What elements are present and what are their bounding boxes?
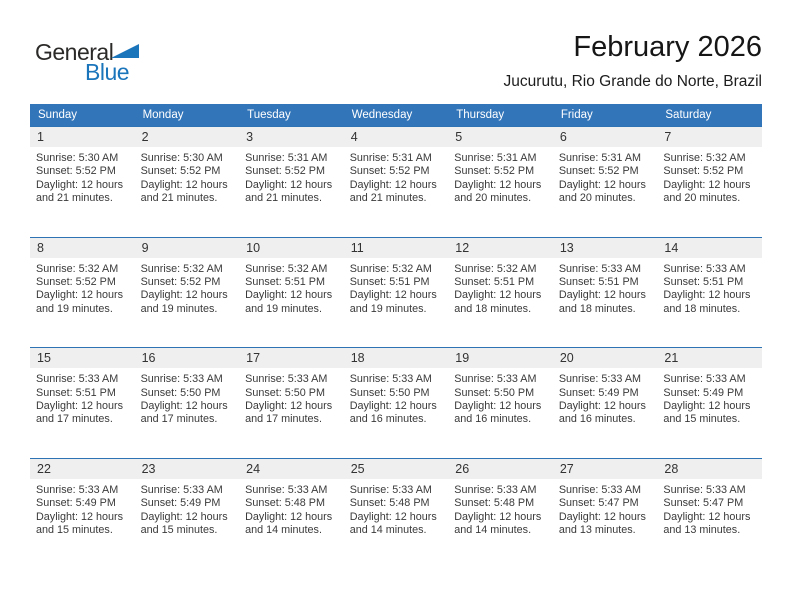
daylight-line-2: and 16 minutes. <box>349 413 427 426</box>
day-number: 28 <box>657 459 762 479</box>
daylight-line-2: and 20 minutes. <box>454 192 532 205</box>
day-detail <box>657 368 762 427</box>
daylight-line-2: and 17 minutes. <box>140 413 218 426</box>
sunset-line: Sunset: 5:52 PM <box>36 165 116 178</box>
calendar-day-cell <box>30 238 135 317</box>
sunrise-line: Sunrise: 5:31 AM <box>454 152 537 164</box>
day-number: 10 <box>239 238 344 258</box>
daylight-line-2: and 14 minutes. <box>245 524 322 537</box>
daylight-line-1: Daylight: 12 hours <box>36 510 124 523</box>
day-number: 22 <box>30 459 135 479</box>
day-number: 15 <box>30 348 135 368</box>
sunrise-line: Sunrise: 5:33 AM <box>454 483 537 496</box>
daylight-line-2: and 20 minutes. <box>663 192 741 205</box>
daylight-line-2: and 16 minutes. <box>454 413 532 426</box>
day-detail <box>448 258 553 317</box>
day-number: 12 <box>448 238 553 258</box>
daylight-line-1: Daylight: 12 hours <box>245 400 333 413</box>
daylight-line-1: Daylight: 12 hours <box>349 178 437 191</box>
daylight-line-2: and 19 minutes. <box>140 302 218 315</box>
calendar-weeks <box>30 126 762 538</box>
daylight-line-1: Daylight: 12 hours <box>454 178 542 191</box>
sunset-line: Sunset: 5:49 PM <box>663 386 744 399</box>
daylight-line-2: and 14 minutes. <box>454 524 532 537</box>
sunset-line: Sunset: 5:52 PM <box>454 165 535 178</box>
daylight-line-1: Daylight: 12 hours <box>454 510 542 523</box>
day-number: 6 <box>553 127 658 147</box>
sunrise-line: Sunrise: 5:32 AM <box>349 262 432 275</box>
calendar-day-cell <box>239 127 344 206</box>
daylight-line-1: Daylight: 12 hours <box>558 510 646 523</box>
day-detail <box>344 258 449 317</box>
calendar-week-row <box>30 126 762 206</box>
calendar-day-cell <box>239 238 344 317</box>
daylight-line-2: and 18 minutes. <box>454 302 532 315</box>
calendar-day-cell <box>135 459 240 538</box>
calendar-day-cell <box>657 348 762 427</box>
day-detail <box>30 258 135 317</box>
daylight-line-1: Daylight: 12 hours <box>663 178 751 191</box>
day-header-friday: Friday <box>560 109 593 121</box>
calendar-day-cell <box>344 238 449 317</box>
sunset-line: Sunset: 5:52 PM <box>558 165 639 178</box>
sunrise-line: Sunrise: 5:32 AM <box>454 262 537 275</box>
daylight-line-2: and 17 minutes. <box>36 413 113 426</box>
day-detail <box>553 368 658 427</box>
daylight-line-2: and 13 minutes. <box>663 524 741 537</box>
sunrise-line: Sunrise: 5:33 AM <box>454 373 537 386</box>
daylight-line-2: and 15 minutes. <box>36 524 113 537</box>
sunset-line: Sunset: 5:47 PM <box>663 497 744 510</box>
day-detail <box>553 479 658 538</box>
sunset-line: Sunset: 5:52 PM <box>245 165 325 178</box>
day-detail <box>135 368 240 427</box>
sunrise-line: Sunrise: 5:31 AM <box>558 152 642 164</box>
calendar-day-cell <box>135 348 240 427</box>
calendar-day-cell <box>657 238 762 317</box>
calendar-day-cell <box>553 238 658 317</box>
daylight-line-1: Daylight: 12 hours <box>663 510 751 523</box>
day-number: 17 <box>239 348 344 368</box>
day-number: 8 <box>30 238 135 258</box>
day-detail <box>553 258 658 317</box>
day-number: 2 <box>135 127 240 147</box>
daylight-line-2: and 21 minutes. <box>349 192 427 205</box>
sunset-line: Sunset: 5:52 PM <box>140 165 221 178</box>
sunrise-line: Sunrise: 5:33 AM <box>36 373 119 386</box>
daylight-line-1: Daylight: 12 hours <box>558 400 646 413</box>
page-title: February 2026 <box>573 31 762 63</box>
day-number: 7 <box>657 127 762 147</box>
day-header-tuesday: Tuesday <box>247 109 291 121</box>
sunrise-line: Sunrise: 5:30 AM <box>140 152 223 164</box>
sunset-line: Sunset: 5:51 PM <box>663 276 744 289</box>
calendar-day-cell <box>239 348 344 427</box>
weekday-header-row <box>30 104 762 126</box>
day-number: 19 <box>448 348 553 368</box>
day-detail <box>239 258 344 317</box>
calendar-day-cell <box>135 127 240 206</box>
sunrise-line: Sunrise: 5:33 AM <box>245 373 328 386</box>
daylight-line-2: and 19 minutes. <box>245 302 322 315</box>
sunrise-line: Sunrise: 5:33 AM <box>558 262 642 275</box>
day-detail <box>344 479 449 538</box>
location-subtitle: Jucurutu, Rio Grande do Norte, Brazil <box>503 73 762 90</box>
sunset-line: Sunset: 5:51 PM <box>454 276 535 289</box>
sunset-line: Sunset: 5:49 PM <box>36 497 116 510</box>
sunset-line: Sunset: 5:48 PM <box>349 497 430 510</box>
day-number: 11 <box>344 238 449 258</box>
daylight-line-1: Daylight: 12 hours <box>454 400 542 413</box>
sunset-line: Sunset: 5:49 PM <box>558 386 639 399</box>
sunrise-line: Sunrise: 5:31 AM <box>349 152 432 164</box>
day-detail <box>239 368 344 427</box>
day-number: 4 <box>344 127 449 147</box>
daylight-line-1: Daylight: 12 hours <box>663 289 751 302</box>
calendar-day-cell <box>239 459 344 538</box>
sunset-line: Sunset: 5:51 PM <box>245 276 325 289</box>
calendar-day-cell <box>657 459 762 538</box>
day-detail <box>657 479 762 538</box>
day-number: 1 <box>30 127 135 147</box>
daylight-line-1: Daylight: 12 hours <box>349 400 437 413</box>
day-number: 24 <box>239 459 344 479</box>
day-detail <box>657 147 762 206</box>
sunset-line: Sunset: 5:52 PM <box>349 165 430 178</box>
calendar-day-cell <box>448 348 553 427</box>
logo-text-general: General <box>35 39 114 65</box>
day-number: 26 <box>448 459 553 479</box>
calendar-day-cell <box>30 459 135 538</box>
daylight-line-2: and 18 minutes. <box>663 302 741 315</box>
sunrise-line: Sunrise: 5:31 AM <box>245 152 328 164</box>
sunset-line: Sunset: 5:51 PM <box>558 276 639 289</box>
sunrise-line: Sunrise: 5:33 AM <box>245 483 328 496</box>
daylight-line-1: Daylight: 12 hours <box>140 510 228 523</box>
day-detail <box>30 147 135 206</box>
sunset-line: Sunset: 5:50 PM <box>140 386 221 399</box>
day-detail <box>239 479 344 538</box>
calendar-week-row <box>30 458 762 538</box>
sunset-line: Sunset: 5:51 PM <box>36 386 116 399</box>
sunset-line: Sunset: 5:49 PM <box>140 497 221 510</box>
sunset-line: Sunset: 5:47 PM <box>558 497 639 510</box>
sunset-line: Sunset: 5:48 PM <box>454 497 535 510</box>
day-detail <box>448 479 553 538</box>
day-detail <box>239 147 344 206</box>
daylight-line-1: Daylight: 12 hours <box>454 289 542 302</box>
sunrise-line: Sunrise: 5:33 AM <box>36 483 119 496</box>
sunset-line: Sunset: 5:50 PM <box>349 386 430 399</box>
sunset-line: Sunset: 5:50 PM <box>245 386 325 399</box>
day-detail <box>344 368 449 427</box>
daylight-line-2: and 19 minutes. <box>36 302 113 315</box>
title-block <box>504 30 762 91</box>
day-detail <box>657 258 762 317</box>
day-header-wednesday: Wednesday <box>351 109 413 121</box>
calendar-week-row <box>30 347 762 427</box>
day-detail <box>448 368 553 427</box>
day-number: 5 <box>448 127 553 147</box>
calendar-day-cell <box>344 348 449 427</box>
daylight-line-1: Daylight: 12 hours <box>140 400 228 413</box>
daylight-line-2: and 18 minutes. <box>558 302 636 315</box>
sunrise-line: Sunrise: 5:32 AM <box>663 152 746 164</box>
calendar-day-cell <box>657 127 762 206</box>
day-number: 23 <box>135 459 240 479</box>
general-blue-logo <box>35 40 165 88</box>
daylight-line-1: Daylight: 12 hours <box>558 289 646 302</box>
daylight-line-1: Daylight: 12 hours <box>558 178 646 191</box>
daylight-line-2: and 15 minutes. <box>663 413 741 426</box>
sunrise-line: Sunrise: 5:33 AM <box>558 483 642 496</box>
day-detail <box>135 147 240 206</box>
day-detail <box>448 147 553 206</box>
daylight-line-2: and 17 minutes. <box>245 413 322 426</box>
calendar-day-cell <box>344 127 449 206</box>
logo-text-blue: Blue <box>85 59 130 85</box>
calendar-day-cell <box>553 348 658 427</box>
day-number: 3 <box>239 127 344 147</box>
daylight-line-1: Daylight: 12 hours <box>245 178 333 191</box>
daylight-line-2: and 21 minutes. <box>140 192 218 205</box>
day-number: 14 <box>657 238 762 258</box>
daylight-line-1: Daylight: 12 hours <box>663 400 751 413</box>
sunrise-line: Sunrise: 5:32 AM <box>140 262 223 275</box>
daylight-line-2: and 20 minutes. <box>558 192 636 205</box>
daylight-line-2: and 16 minutes. <box>558 413 636 426</box>
day-number: 20 <box>553 348 658 368</box>
daylight-line-1: Daylight: 12 hours <box>349 289 437 302</box>
daylight-line-1: Daylight: 12 hours <box>140 178 228 191</box>
sunset-line: Sunset: 5:52 PM <box>140 276 221 289</box>
sunset-line: Sunset: 5:48 PM <box>245 497 325 510</box>
sunrise-line: Sunrise: 5:33 AM <box>663 373 746 386</box>
calendar-day-cell <box>448 127 553 206</box>
day-detail <box>30 368 135 427</box>
daylight-line-1: Daylight: 12 hours <box>140 289 228 302</box>
day-detail <box>135 479 240 538</box>
day-detail <box>135 258 240 317</box>
sunrise-line: Sunrise: 5:32 AM <box>36 262 119 275</box>
calendar-day-cell <box>30 348 135 427</box>
daylight-line-1: Daylight: 12 hours <box>245 289 333 302</box>
daylight-line-1: Daylight: 12 hours <box>349 510 437 523</box>
daylight-line-2: and 15 minutes. <box>140 524 218 537</box>
sunrise-line: Sunrise: 5:33 AM <box>140 373 223 386</box>
day-header-monday: Monday <box>142 109 184 121</box>
daylight-line-2: and 13 minutes. <box>558 524 636 537</box>
day-detail <box>553 147 658 206</box>
day-number: 13 <box>553 238 658 258</box>
sunset-line: Sunset: 5:52 PM <box>36 276 116 289</box>
calendar-grid <box>30 104 762 538</box>
day-header-sunday: Sunday <box>38 109 78 121</box>
daylight-line-1: Daylight: 12 hours <box>36 289 124 302</box>
sunrise-line: Sunrise: 5:33 AM <box>140 483 223 496</box>
day-number: 9 <box>135 238 240 258</box>
day-number: 21 <box>657 348 762 368</box>
sunset-line: Sunset: 5:50 PM <box>454 386 535 399</box>
day-header-thursday: Thursday <box>456 109 505 121</box>
sunrise-line: Sunrise: 5:33 AM <box>663 262 746 275</box>
calendar-week-row <box>30 237 762 317</box>
daylight-line-1: Daylight: 12 hours <box>36 400 124 413</box>
day-number: 27 <box>553 459 658 479</box>
sunrise-line: Sunrise: 5:32 AM <box>245 262 328 275</box>
sunrise-line: Sunrise: 5:30 AM <box>36 152 119 164</box>
daylight-line-2: and 21 minutes. <box>36 192 113 205</box>
sunrise-line: Sunrise: 5:33 AM <box>558 373 642 386</box>
day-number: 25 <box>344 459 449 479</box>
daylight-line-2: and 19 minutes. <box>349 302 427 315</box>
calendar-day-cell <box>344 459 449 538</box>
day-number: 16 <box>135 348 240 368</box>
day-header-saturday: Saturday <box>665 109 712 121</box>
sunrise-line: Sunrise: 5:33 AM <box>349 483 432 496</box>
sunset-line: Sunset: 5:51 PM <box>349 276 430 289</box>
calendar-day-cell <box>448 238 553 317</box>
calendar-day-cell <box>553 127 658 206</box>
day-number: 18 <box>344 348 449 368</box>
daylight-line-1: Daylight: 12 hours <box>245 510 333 523</box>
calendar-day-cell <box>553 459 658 538</box>
sunrise-line: Sunrise: 5:33 AM <box>663 483 746 496</box>
day-detail <box>30 479 135 538</box>
sunrise-line: Sunrise: 5:33 AM <box>349 373 432 386</box>
calendar-day-cell <box>448 459 553 538</box>
calendar-day-cell <box>30 127 135 206</box>
calendar-day-cell <box>135 238 240 317</box>
daylight-line-2: and 21 minutes. <box>245 192 322 205</box>
day-detail <box>344 147 449 206</box>
sunset-line: Sunset: 5:52 PM <box>663 165 744 178</box>
daylight-line-1: Daylight: 12 hours <box>36 178 124 191</box>
daylight-line-2: and 14 minutes. <box>349 524 427 537</box>
